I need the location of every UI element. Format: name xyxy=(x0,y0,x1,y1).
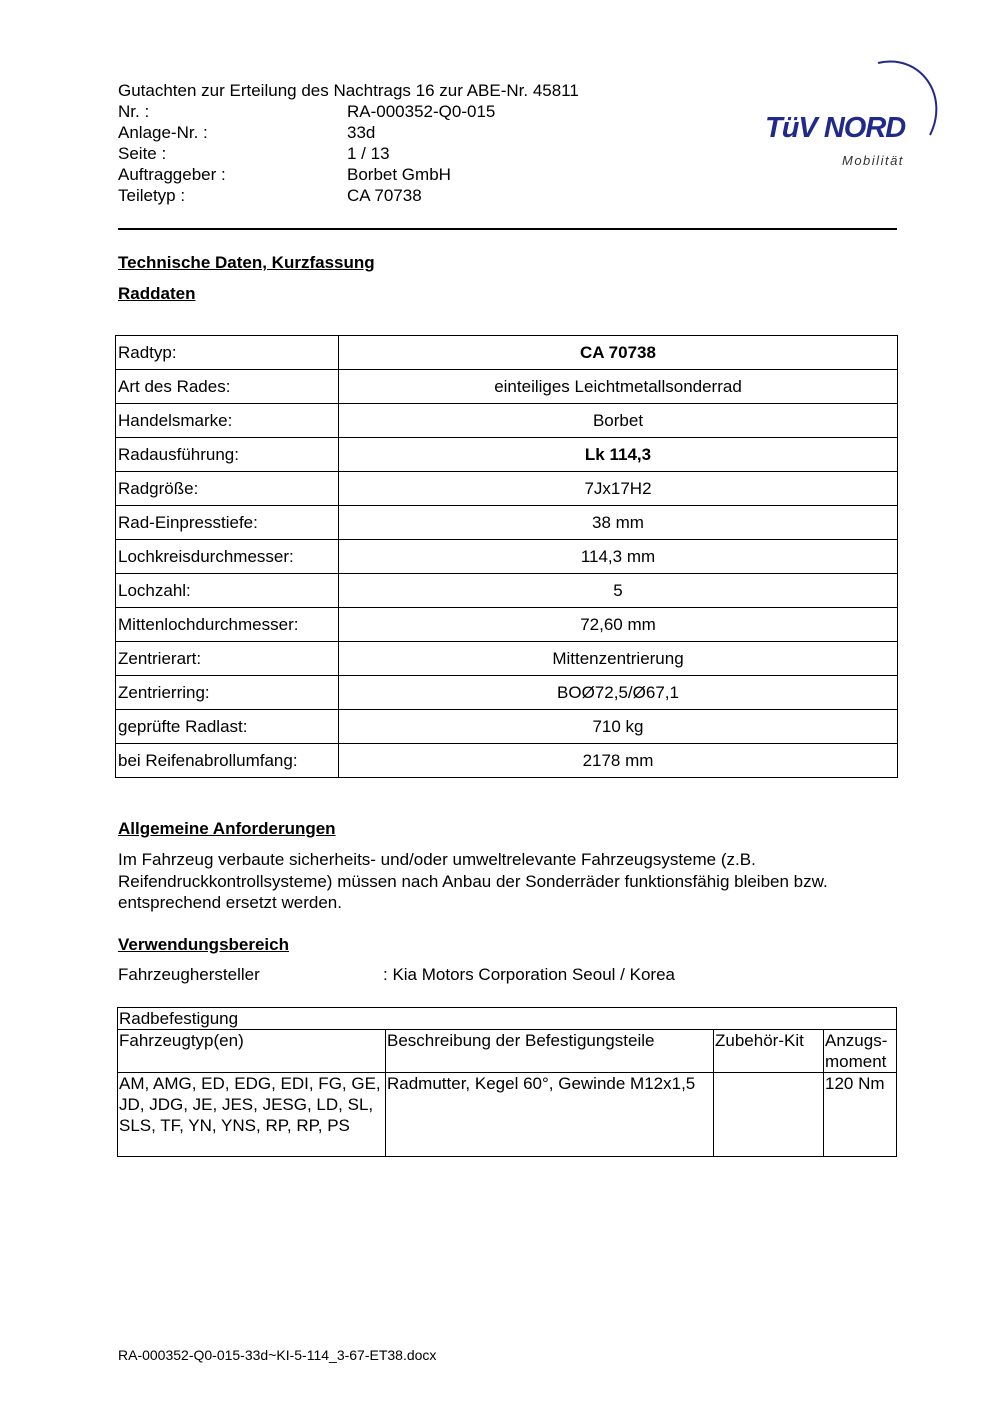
header-value: CA 70738 xyxy=(347,186,422,205)
column-header: Beschreibung der Befestigungsteile xyxy=(386,1030,714,1073)
row-value: BOØ72,5/Ø67,1 xyxy=(339,676,898,710)
mounting-title: Radbefestigung xyxy=(118,1008,897,1030)
mounting-table xyxy=(117,1007,897,1157)
table-row xyxy=(116,608,898,642)
torque-header-line: Anzugs- xyxy=(825,1031,888,1050)
footer-filename: RA-000352-Q0-015-33d~KI-5-114_3-67-ET38.docx xyxy=(118,1347,437,1363)
row-value: CA 70738 xyxy=(339,336,898,370)
column-header: Zubehör-Kit xyxy=(714,1030,824,1073)
header-label: Nr. : xyxy=(118,102,150,121)
tuev-nord-logo xyxy=(760,55,945,175)
header-label: Seite : xyxy=(118,144,167,163)
header-row-seite xyxy=(118,143,579,164)
requirements-text: Im Fahrzeug verbaute sicherheits- und/oder umweltrelevante Fahrzeugsysteme (z.B. Reifendruckkontrollsysteme) müssen nach Anbau der Sonderräder funktionsfähig bleiben bzw. entsprechend ersetzt werden. xyxy=(118,850,828,912)
logo-brand-text: TüV NORD xyxy=(765,112,906,144)
row-value: 38 mm xyxy=(339,506,898,540)
logo-sub-text: Mobilität xyxy=(842,153,904,168)
row-value: 2178 mm xyxy=(339,744,898,778)
table-row xyxy=(116,404,898,438)
table-row xyxy=(118,1073,897,1157)
table-row xyxy=(116,438,898,472)
section-heading-tech: Technische Daten, Kurzfassung xyxy=(118,253,375,272)
header-value: RA-000352-Q0-015 xyxy=(347,102,496,121)
section-heading-usage: Verwendungsbereich xyxy=(118,935,289,954)
column-header-torque xyxy=(824,1030,897,1073)
table-row xyxy=(116,540,898,574)
row-label: geprüfte Radlast: xyxy=(116,710,339,744)
header-divider xyxy=(118,228,897,230)
row-value: 710 kg xyxy=(339,710,898,744)
row-label: Zentrierart: xyxy=(116,642,339,676)
vehicle-types-cell: AM, AMG, ED, EDG, EDI, FG, GE, JD, JDG, JE, JES, JESG, LD, SL, SLS, TF, YN, YNS, RP, RP, PS xyxy=(118,1073,386,1157)
row-value: 72,60 mm xyxy=(339,608,898,642)
row-value: 5 xyxy=(339,574,898,608)
section-heading-requirements: Allgemeine Anforderungen xyxy=(118,819,336,838)
table-row xyxy=(116,676,898,710)
header-value: 1 / 13 xyxy=(347,144,390,163)
row-label: bei Reifenabrollumfang: xyxy=(116,744,339,778)
torque-cell: 120 Nm xyxy=(824,1073,897,1157)
row-label: Rad-Einpresstiefe: xyxy=(116,506,339,540)
row-label: Radtyp: xyxy=(116,336,339,370)
manufacturer-label: Fahrzeughersteller xyxy=(118,965,260,984)
header-row-auftraggeber xyxy=(118,164,579,185)
table-row xyxy=(118,1008,897,1030)
row-value: Lk 114,3 xyxy=(339,438,898,472)
header-label: Auftraggeber : xyxy=(118,165,226,184)
header-value: Borbet GmbH xyxy=(347,165,451,184)
row-value: 7Jx17H2 xyxy=(339,472,898,506)
row-label: Zentrierring: xyxy=(116,676,339,710)
table-row xyxy=(116,744,898,778)
table-row xyxy=(116,710,898,744)
table-row xyxy=(116,506,898,540)
header-value: 33d xyxy=(347,123,376,142)
header-label: Teiletyp : xyxy=(118,186,186,205)
manufacturer-value: : Kia Motors Corporation Seoul / Korea xyxy=(383,965,675,984)
row-label: Radgröße: xyxy=(116,472,339,506)
table-header-row xyxy=(118,1030,897,1073)
row-label: Mittenlochdurchmesser: xyxy=(116,608,339,642)
section-heading-wheel: Raddaten xyxy=(118,284,196,303)
row-label: Radausführung: xyxy=(116,438,339,472)
header-label: Anlage-Nr. : xyxy=(118,123,208,142)
document-header xyxy=(118,80,579,206)
accessory-kit-cell xyxy=(714,1073,824,1157)
wheel-data-table xyxy=(115,335,898,778)
row-value: Mittenzentrierung xyxy=(339,642,898,676)
fastener-description-cell: Radmutter, Kegel 60°, Gewinde M12x1,5 xyxy=(386,1073,714,1157)
table-row xyxy=(116,574,898,608)
row-label: Lochzahl: xyxy=(116,574,339,608)
header-row-anlage xyxy=(118,122,579,143)
torque-header-line: moment xyxy=(825,1052,887,1071)
table-row xyxy=(116,642,898,676)
row-value: Borbet xyxy=(339,404,898,438)
row-label: Art des Rades: xyxy=(116,370,339,404)
row-label: Handelsmarke: xyxy=(116,404,339,438)
column-header: Fahrzeugtyp(en) xyxy=(118,1030,386,1073)
document-title: Gutachten zur Erteilung des Nachtrags 16 zur ABE-Nr. 45811 xyxy=(118,81,579,100)
row-value: 114,3 mm xyxy=(339,540,898,574)
header-row-teiletyp xyxy=(118,185,579,206)
row-value: einteiliges Leichtmetallsonderrad xyxy=(339,370,898,404)
manufacturer-line xyxy=(118,965,675,985)
row-label: Lochkreisdurchmesser: xyxy=(116,540,339,574)
table-row xyxy=(116,370,898,404)
table-row xyxy=(116,472,898,506)
table-row xyxy=(116,336,898,370)
header-row-nr xyxy=(118,101,579,122)
